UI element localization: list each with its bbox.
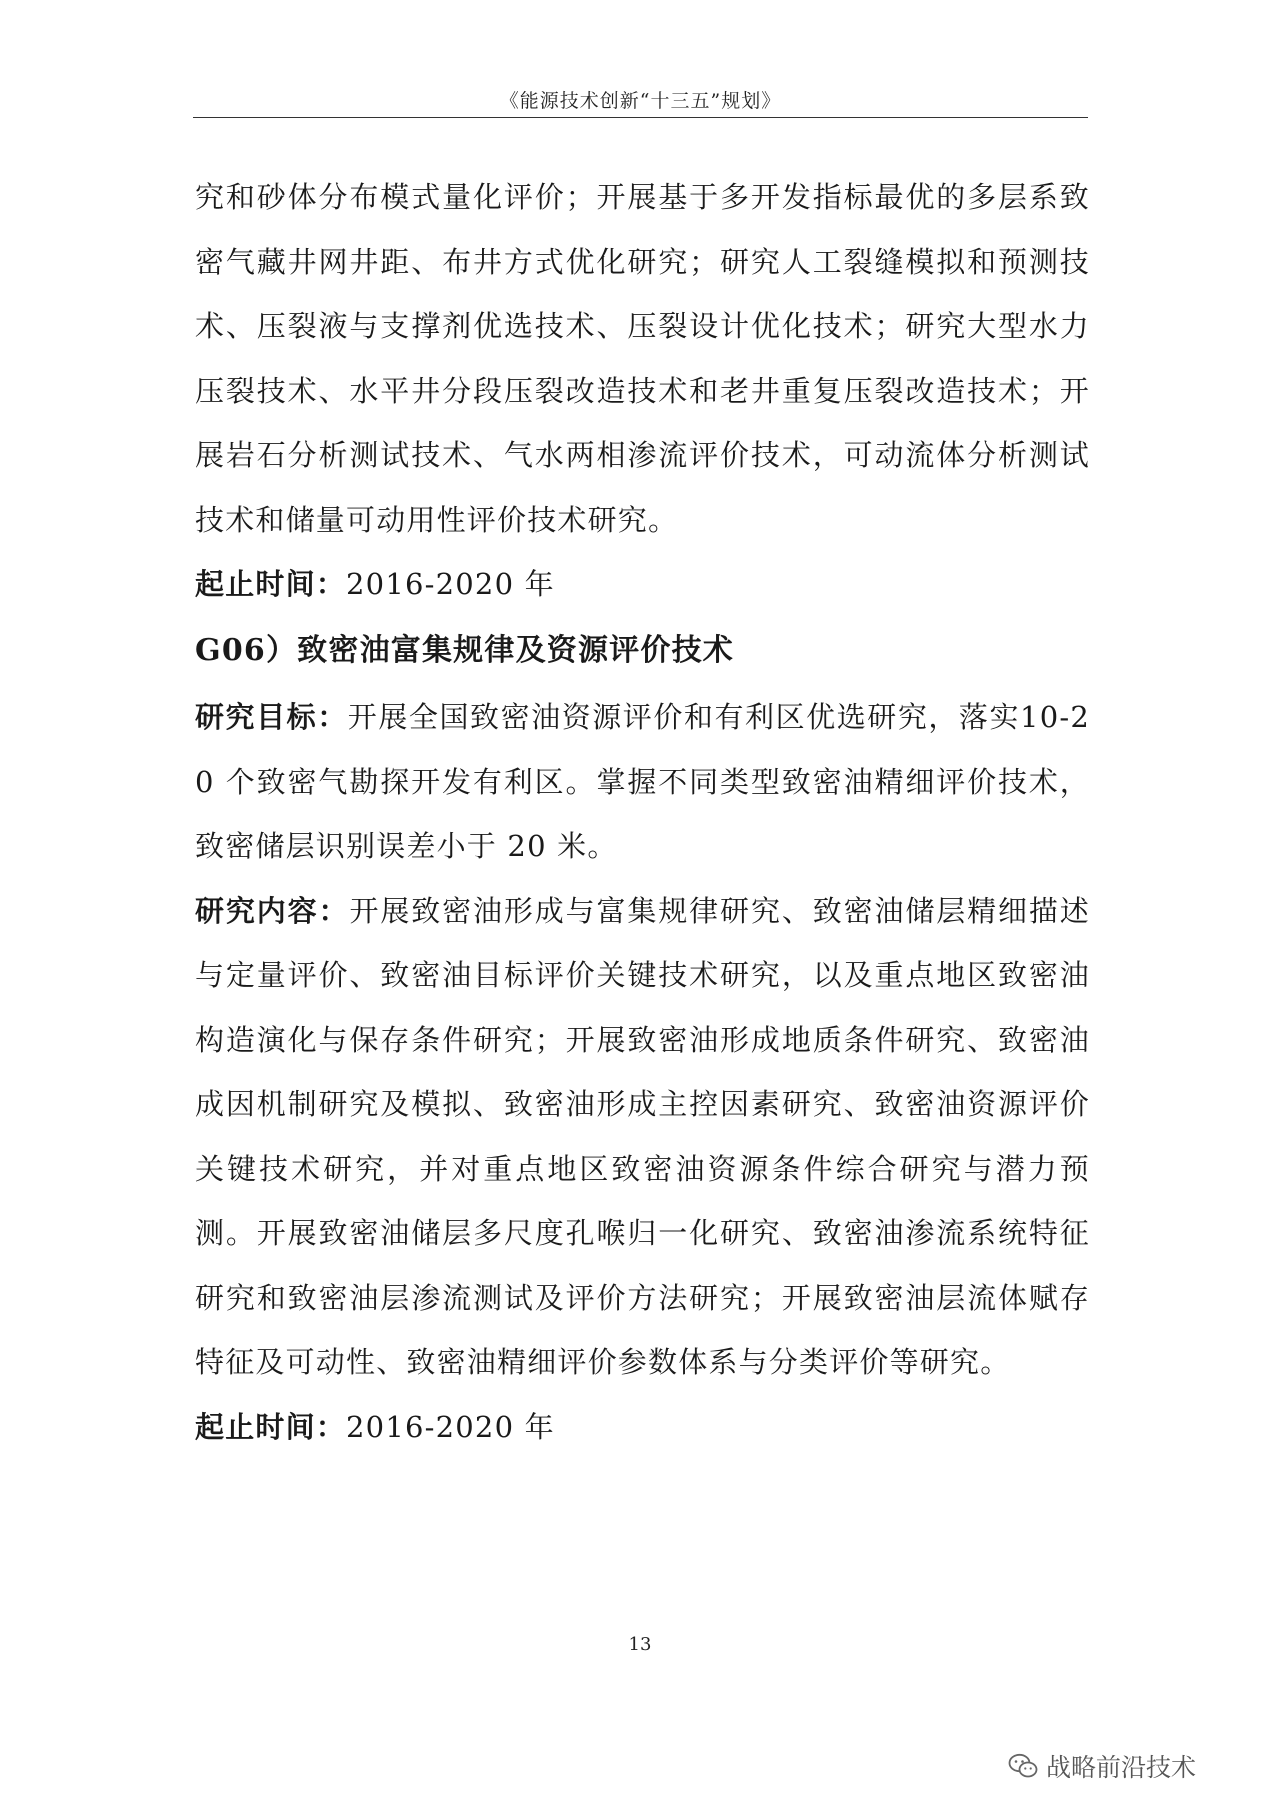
goal-text: 开展全国致密油资源评价和有利区优选研究，落实10-20 个致密气勘探开发有利区。掌握不同类型致密油精细评价技术，致密储层识别误差小于 20 米。	[195, 700, 1090, 863]
period-value: 2016-2020 年	[346, 567, 555, 601]
page-number: 13	[628, 1634, 652, 1655]
period-label: 起止时间：	[195, 567, 347, 601]
header-rule	[193, 117, 1088, 118]
research-content-paragraph	[195, 879, 1090, 1395]
period-line-2	[195, 1395, 1090, 1460]
section-heading: G06）致密油富集规律及资源评价技术	[195, 632, 734, 668]
wechat-icon	[1008, 1753, 1038, 1779]
watermark-text: 战略前沿技术	[1046, 1753, 1197, 1782]
running-header: 《能源技术创新“十三五”规划》	[499, 90, 782, 112]
content-label: 研究内容：	[195, 893, 350, 928]
content-text: 开展致密油形成与富集规律研究、致密油储层精细描述与定量评价、致密油目标评价关键技术研究，以及重点地区致密油构造演化与保存条件研究；开展致密油形成地质条件研究、致密油成因机制研究及模拟、致密油形成主控因素研究、致密油资源评价关键技术研究，并对重点地区致密油资源条件综合研究与潜力预测。开展致密油储层多尺度孔喉归一化研究、致密油渗流系统特征研究和致密油层渗流测试及评价方法研究；开展致密油层流体赋存特征及可动性、致密油精细评价参数体系与分类评价等研究。	[195, 893, 1090, 1379]
period-label: 起止时间：	[195, 1409, 347, 1444]
page-body	[195, 165, 1090, 1459]
research-goal-paragraph	[195, 685, 1090, 879]
watermark	[1008, 1748, 1196, 1784]
period-value: 2016-2020 年	[346, 1409, 555, 1444]
period-line-1	[195, 552, 1090, 617]
goal-label: 研究目标：	[195, 700, 348, 734]
continued-paragraph: 究和砂体分布模式量化评价；开展基于多开发指标最优的多层系致密气藏井网井距、布井方式优化研究；研究人工裂缝模拟和预测技术、压裂液与支撑剂优选技术、压裂设计优化技术；研究大型水力压裂技术、水平井分段压裂改造技术和老井重复压裂改造技术；开展岩石分析测试技术、气水两相渗流评价技术，可动流体分析测试技术和储量可动用性评价技术研究。	[195, 180, 1090, 537]
